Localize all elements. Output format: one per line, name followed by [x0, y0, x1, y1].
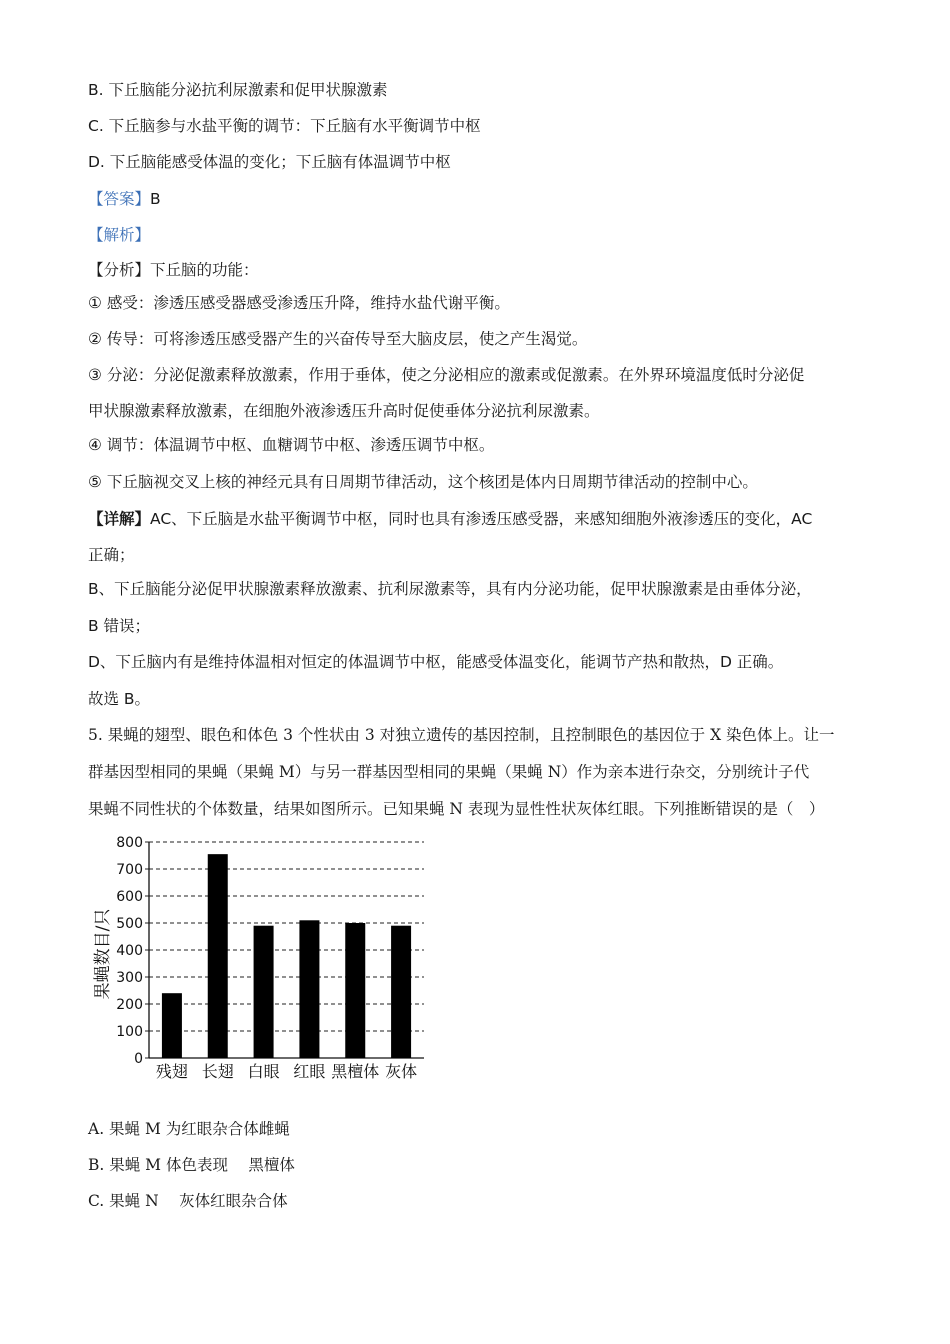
detail-line: 故选 B。 — [88, 690, 151, 708]
analysis-intro: 【分析】下丘脑的功能： — [88, 261, 259, 279]
analysis-label: 【解析】 — [88, 226, 151, 244]
y-tick-label: 800 — [116, 835, 143, 851]
y-tick-label: 700 — [116, 862, 143, 878]
question-stem-line: 群基因型相同的果蝇（果蝇 M）与另一群基因型相同的果蝇（果蝇 N）作为亲本进行杂交，分别统计子代 — [88, 763, 810, 781]
detail-label: 【详解】 — [88, 510, 151, 528]
y-tick-label: 600 — [116, 889, 143, 905]
y-tick-label: 100 — [116, 1024, 143, 1040]
analysis-point: ③ 分泌：分泌促激素释放激素，作用于垂体，使之分泌相应的激素或促激素。在外界环境温度低时分泌促 — [88, 366, 805, 384]
x-tick-label: 黑檀体 — [331, 1062, 380, 1081]
question-stem-line: 5. 果蝇的翅型、眼色和体色 3 个性状由 3 对独立遗传的基因控制，且控制眼色的基因位于 X 染色体上。让一 — [88, 726, 835, 744]
analysis-point: 甲状腺激素释放激素，在细胞外液渗透压升高时促使垂体分泌抗利尿激素。 — [88, 402, 600, 420]
y-tick-label: 300 — [116, 970, 143, 986]
y-axis-label: 果蝇数目/只 — [93, 908, 113, 1000]
option-a: A. 果蝇 M 为红眼杂合体雌蝇 — [88, 1120, 290, 1138]
analysis-point: ① 感受：渗透压感受器感受渗透压升降，维持水盐代谢平衡。 — [88, 294, 510, 312]
x-tick-label: 残翅 — [155, 1062, 188, 1081]
analysis-point: ⑤ 下丘脑视交叉上核的神经元具有日周期节律活动，这个核团是体内日周期节律活动的控制中心。 — [88, 473, 758, 491]
bar — [162, 993, 182, 1058]
bar — [254, 926, 274, 1058]
x-tick-label: 灰体 — [385, 1062, 418, 1081]
detail-line: 正确； — [88, 546, 135, 564]
x-tick-label: 红眼 — [293, 1062, 326, 1081]
detail-line: B、下丘脑能分泌促甲状腺激素释放激素、抗利尿激素等，具有内分泌功能，促甲状腺激素是由垂体分泌， — [88, 580, 812, 598]
option-d-prev: D. 下丘脑能感受体温的变化；下丘脑有体温调节中枢 — [88, 153, 451, 171]
x-tick-label: 长翅 — [201, 1062, 234, 1081]
detail-line — [88, 509, 878, 529]
question-stem-line: 果蝇不同性状的个体数量，结果如图所示。已知果蝇 N 表现为显性性状灰体红眼。下列推断错误的是（ ） — [88, 800, 825, 818]
answer-label: 【答案】 — [88, 190, 151, 208]
detail-line: B 错误； — [88, 617, 151, 635]
option-c-prev: C. 下丘脑参与水盐平衡的调节：下丘脑有水平衡调节中枢 — [88, 117, 481, 135]
answer-line — [88, 189, 878, 209]
analysis-point: ④ 调节：体温调节中枢、血糖调节中枢、渗透压调节中枢。 — [88, 436, 495, 454]
bar-chart — [92, 832, 432, 1082]
bar — [299, 920, 319, 1058]
x-tick-label: 白眼 — [247, 1062, 280, 1081]
detail-line: D、下丘脑内有是维持体温相对恒定的体温调节中枢，能感受体温变化，能调节产热和散热，D 正确。 — [88, 653, 784, 671]
option-c: C. 果蝇 N 灰体红眼杂合体 — [88, 1192, 288, 1210]
option-b: B. 果蝇 M 体色表现 黑檀体 — [88, 1156, 295, 1174]
y-tick-label: 500 — [116, 916, 143, 932]
y-tick-label: 0 — [134, 1051, 143, 1067]
analysis-point: ② 传导：可将渗透压感受器产生的兴奋传导至大脑皮层，使之产生渴觉。 — [88, 330, 588, 348]
answer-value: B — [150, 190, 161, 208]
bar — [391, 926, 411, 1058]
detail-text: AC、下丘脑是水盐平衡调节中枢，同时也具有渗透压感受器，来感知细胞外液渗透压的变化，AC — [150, 510, 813, 528]
y-tick-label: 400 — [116, 943, 143, 959]
bar — [208, 854, 228, 1058]
bar — [345, 923, 365, 1058]
y-tick-label: 200 — [116, 997, 143, 1013]
option-b-prev: B. 下丘脑能分泌抗利尿激素和促甲状腺激素 — [88, 81, 388, 99]
